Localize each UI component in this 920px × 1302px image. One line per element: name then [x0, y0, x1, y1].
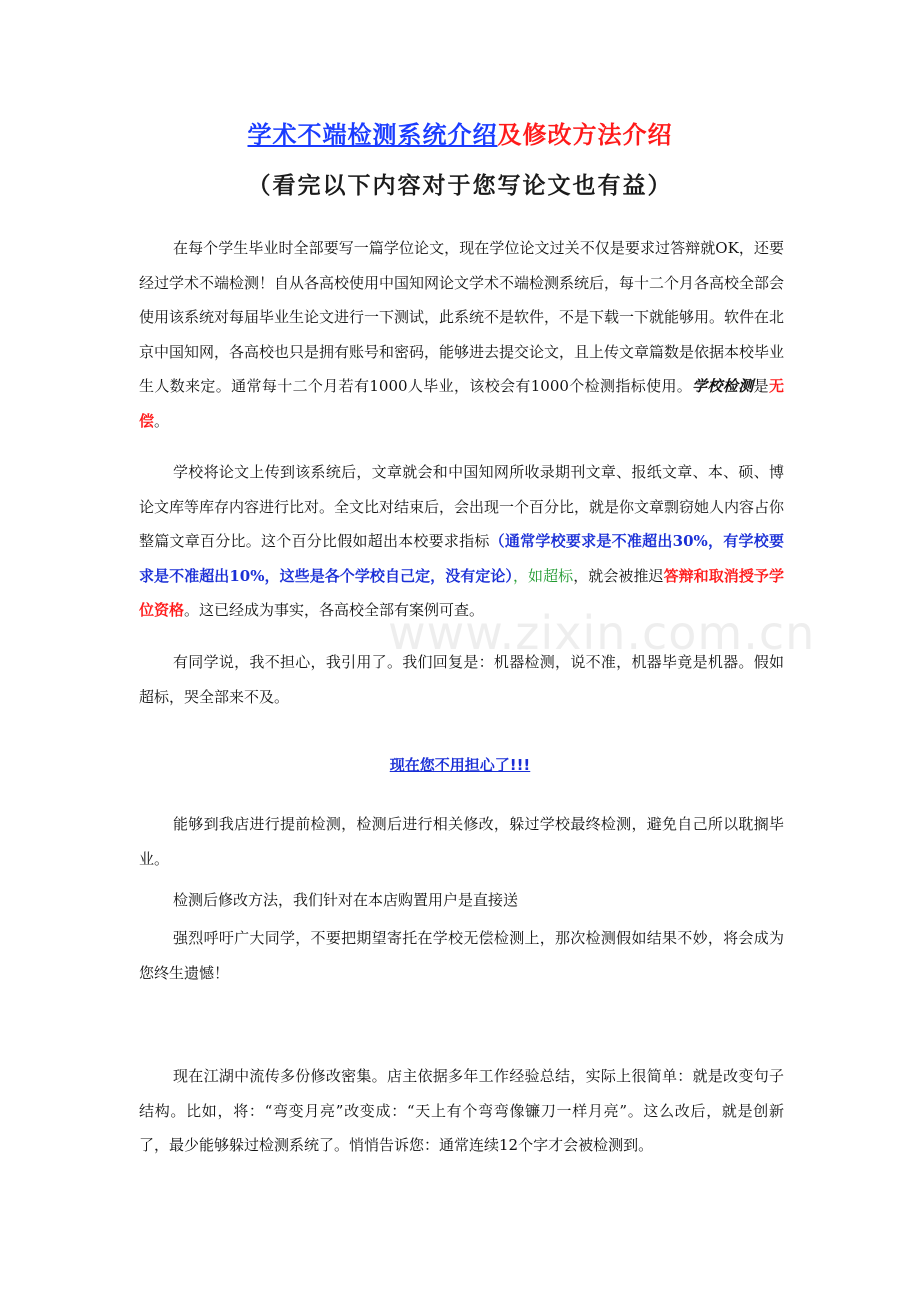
free-emphasis: 无偿: [139, 377, 784, 430]
paragraph-comparison-text-3: 。这已经成为事实，各高校全部有案例可查。: [184, 601, 485, 619]
paragraph-intro-text: 在每个学生毕业时全部要写一篇学位论文，现在学位论文过关不仅是要求过答辩就OK，还要经过学术不端检测！自从各高校使用中国知网论文学术不端检测系统后，每十二个月各高校全部会使用该系统对每届毕业生论文进行一下测试，此系统不是软件，不是下载一下就能够用。软件在北京中国知网，各高校也只是拥有账号和密码，能够进去提交论文，且上传文章篇数是依据本校毕业生人数来定。通常每十二个月若有1000人毕业，该校会有1000个检测指标使用。: [139, 239, 785, 395]
document-subtitle: （看完以下内容对于您写论文也有益）: [247, 173, 673, 199]
paragraph-intro-mid: 是: [753, 377, 769, 395]
paragraph-method: 检测后修改方法，我们针对在本店购置用户是直接送: [173, 891, 519, 909]
penalty-emphasis: 答辩和取消授予学位资格: [139, 566, 784, 619]
document-title: [0, 117, 920, 153]
overlimit-note: ，如超标: [512, 566, 574, 585]
paragraph-intro-end: 。: [154, 411, 170, 430]
watermark: www.zixin.com.cn: [388, 606, 816, 660]
paragraph-citation: 有同学说，我不担心，我引用了。我们回复是：机器检测，说不准，机器毕竟是机器。假如超标，哭全部来不及。: [139, 653, 784, 706]
paragraph-comparison: [139, 455, 784, 628]
paragraph-comparison-text-2: ，就会被推迟: [573, 566, 664, 585]
paragraph-tips: 现在江湖中流传多份修改密集。店主依据多年工作经验总结，实际上很简单：就是改变句子结构。比如，将：“弯变月亮”改变成：“天上有个弯弯像镰刀一样月亮”。这么改后，就是创新了，最少能够躲过检测系统了。悄悄告诉您：通常连续12个字才会被检测到。: [139, 1067, 784, 1154]
school-check-emphasis: 学校检测: [692, 377, 754, 395]
paragraph-appeal: 强烈呼吁广大同学，不要把期望寄托在学校无偿检测上，那次检测假如结果不妙，将会成为您终生遗憾！: [139, 929, 784, 982]
title-rest: 及修改方法介绍: [497, 121, 673, 149]
title-link[interactable]: 学术不端检测系统介绍: [247, 121, 498, 149]
paragraph-intro: [139, 231, 784, 438]
threshold-note: （通常学校要求是不准超出30%，有学校要求是不准超出10%，这些是各个学校自己定，没有定论）: [139, 532, 784, 585]
reassurance-link[interactable]: 现在您不用担心了!!!: [389, 756, 531, 774]
paragraph-precheck: 能够到我店进行提前检测，检测后进行相关修改，躲过学校最终检测，避免自己所以耽搁毕业。: [139, 815, 784, 868]
paragraph-comparison-text-1: 学校将论文上传到该系统后，文章就会和中国知网所收录期刊文章、报纸文章、本、硕、博论文库等库存内容进行比对。全文比对结束后，会出现一个百分比，就是你文章剽窃她人内容占你整篇文章百分比。这个百分比假如超出本校要求指标: [139, 463, 785, 550]
